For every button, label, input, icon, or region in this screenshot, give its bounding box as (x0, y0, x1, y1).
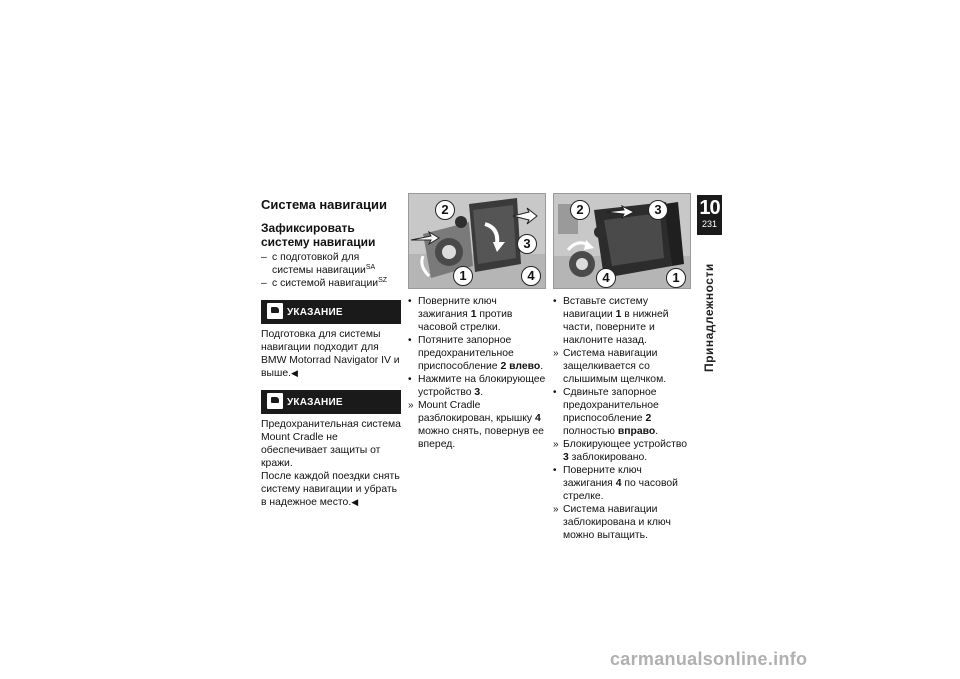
step-list (408, 295, 546, 451)
figure-unlock-photo (408, 193, 546, 289)
section-title: Система навигации (261, 197, 388, 212)
notice-hand-icon (267, 393, 283, 409)
column-lock (553, 193, 691, 542)
column-unlock (408, 193, 546, 451)
list-item: • Нажмите на блокирующее устройство 3. (408, 374, 546, 398)
notice-text: Предохранительная система Mount Cradle не обеспечивает защиты от кражи. (261, 419, 401, 469)
end-mark-icon: ◀ (291, 368, 298, 378)
list-item: » Система навигации заблокирована и ключ можно вытащить. (553, 504, 671, 541)
callout-1: 1 (666, 268, 686, 288)
chapter-number: 10 (699, 197, 720, 219)
notice-label: УКАЗАНИЕ (287, 397, 343, 408)
callout-4: 4 (521, 266, 541, 286)
notice-text: Подготовка для системы навигации подходит для BMW Motorrad Navigator IV и выше.◀ (261, 329, 400, 379)
notice-hand-icon (267, 303, 283, 319)
notice-header (261, 300, 401, 324)
chapter-title: Принадлежности (702, 263, 716, 372)
list-item: • Потяните запорное предохранительное приспособление 2 влево. (408, 335, 544, 372)
option-item: – с подготовкой для системы навигации$^{SA}$ (261, 252, 376, 276)
page-number: 231 (701, 219, 718, 229)
option-item: – с системой навигации$^{SZ}$ (261, 277, 388, 289)
notice-header (261, 390, 401, 414)
chapter-tab (697, 195, 722, 235)
step-list (553, 295, 691, 542)
list-item: » Система навигации защелкивается со слышимым щелчком. (553, 348, 667, 385)
list-item: » Mount Cradle разблокирован, крышку 4 можно снять, повернув ее вперед. (408, 400, 544, 450)
notice-label: УКАЗАНИЕ (287, 307, 343, 318)
callout-2: 2 (570, 200, 590, 220)
callout-3: 3 (517, 234, 537, 254)
end-mark-icon: ◀ (351, 497, 359, 507)
callout-3: 3 (648, 200, 668, 220)
callout-1: 1 (453, 266, 473, 286)
list-item: • Поверните ключ зажигания 4 по часовой стрелке. (553, 465, 678, 502)
list-item: » Блокирующее устройство 3 заблокировано. (553, 439, 688, 463)
callout-2: 2 (435, 200, 455, 220)
list-item: • Вставьте систему навигации 1 в нижней части, поверните и наклоните назад. (553, 296, 669, 346)
callout-4: 4 (596, 268, 616, 288)
notice-text: После каждой поездки снять систему навигации и убрать в надежное место.◀ (261, 471, 400, 508)
list-item: • Поверните ключ зажигания 1 против часовой стрелки. (408, 296, 513, 333)
figure-lock-photo (553, 193, 691, 289)
section-subtitle: Зафиксировать систему навигации (261, 221, 376, 249)
list-item: • Сдвиньте запорное предохранительное приспособление 2 полностью вправо. (553, 387, 659, 437)
watermark: carmanualsonline.info (610, 649, 808, 669)
column-intro (261, 193, 401, 509)
